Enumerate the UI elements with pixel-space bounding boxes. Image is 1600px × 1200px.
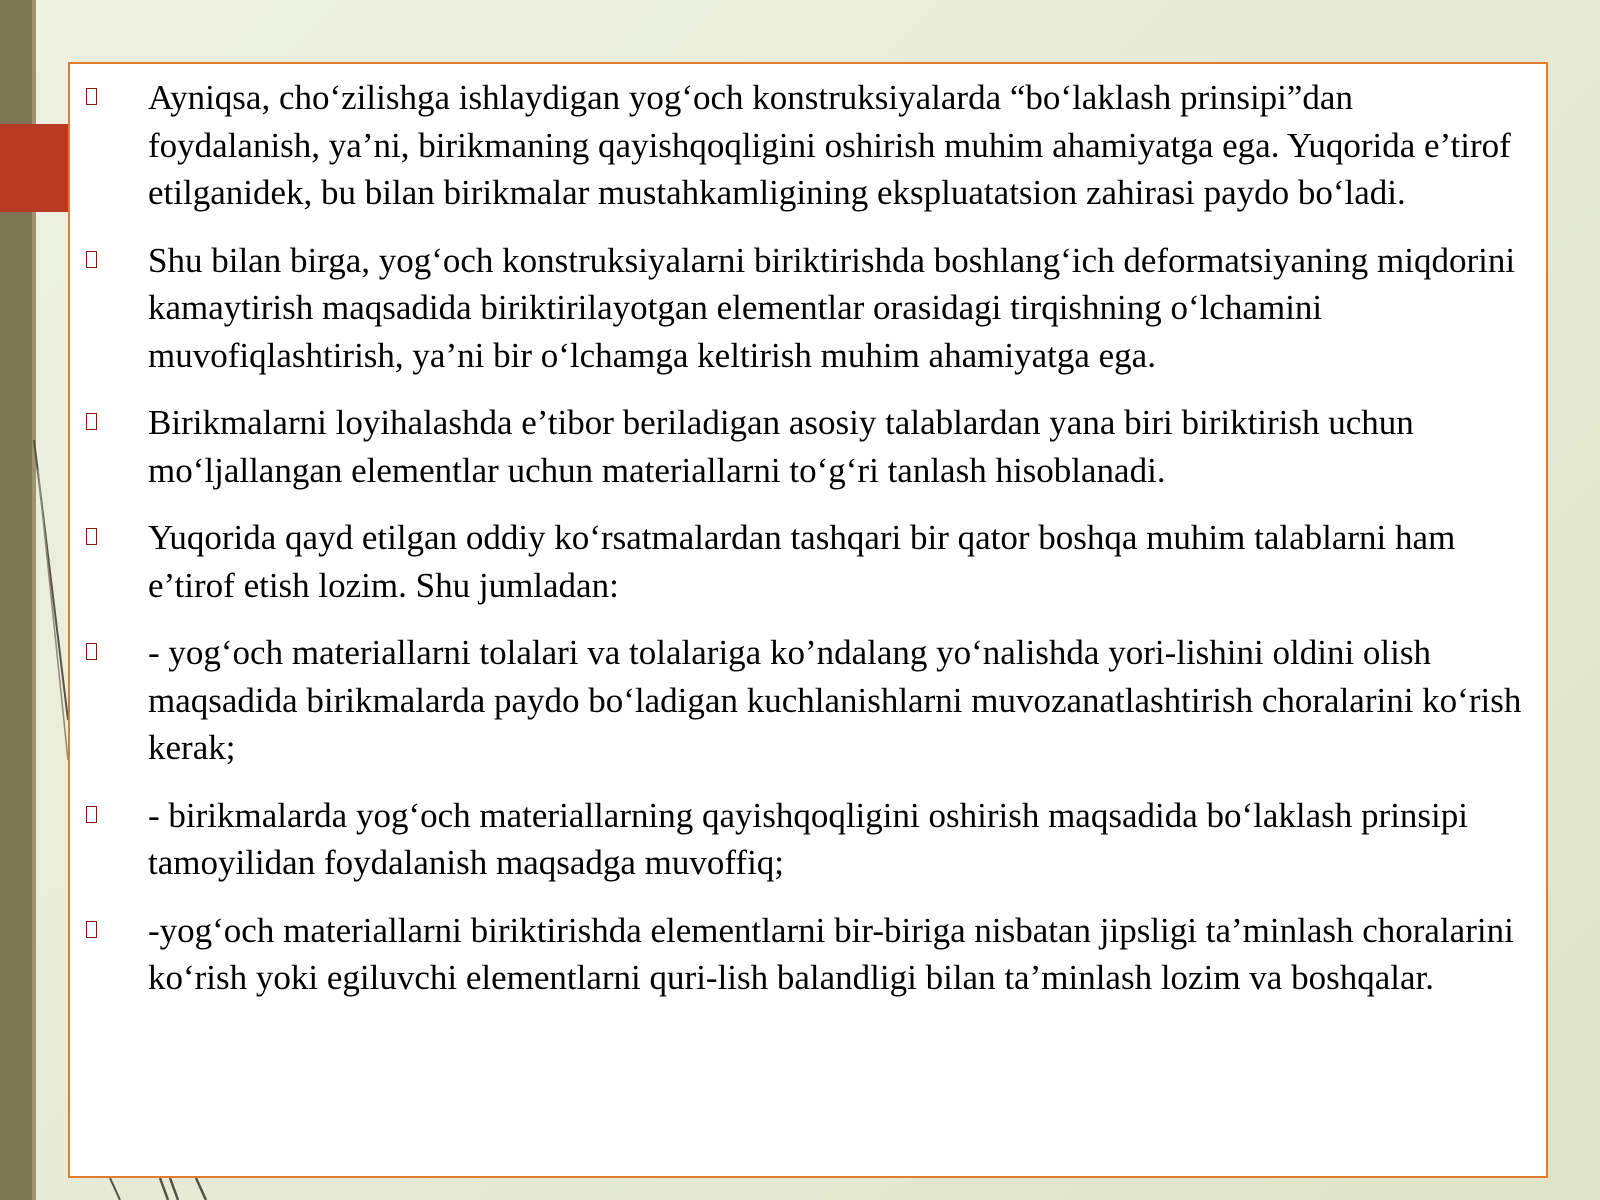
- bullet-text: Ayniqsa, cho‘zilishga ishlaydigan yog‘och konstruksiyalarda “bo‘laklash prinsipi”dan foydalanish, ya’ni, birikmaning qayishqoqligini oshirish muhim ahamiyatga ega. Yuqorida e’tirof etilganidek, bu bilan birikmalar mustahkamligining ekspluatatsion zahirasi paydo bo‘ladi.: [148, 78, 1511, 212]
- bullet-item: [70, 74, 1524, 217]
- bullet-item: [70, 514, 1524, 609]
- bullet-text: -yog‘och materiallarni biriktirishda elementlarni bir-biriga nisbatan jipsligi ta’minlash choralarini ko‘rish yoki egiluvchi elementlarni quri-lish balandligi bilan ta’minlash lozim va boshqalar.: [148, 910, 1514, 997]
- bullet-item: [70, 399, 1524, 494]
- bullet-square-icon: [86, 413, 97, 430]
- bullet-square-icon: [86, 806, 97, 823]
- bullet-text: - yog‘och materiallarni tolalari va tolalariga ko’ndalang yo‘nalishda yori-lishini oldini olish maqsadida birikmalarda paydo bo‘ladigan kuchlanishlarni muvozanatlashtirish choralarini ko‘rish kerak;: [148, 633, 1522, 767]
- bullet-list: [70, 64, 1546, 1002]
- bullet-text: Shu bilan birga, yog‘och konstruksiyalarni biriktirishda boshlang‘ich deformatsiyaning miqdorini kamaytirish maqsadida biriktirilayotgan elementlar orasidagi tirqishning o‘lchamini muvofiqlashtirish, ya’ni bir o‘lchamga keltirish muhim ahamiyatga ega.: [148, 240, 1516, 375]
- bullet-square-icon: [86, 921, 97, 938]
- decorative-line: [160, 1178, 168, 1200]
- bullet-text: - birikmalarda yog‘och materiallarning qayishqoqligini oshirish maqsadida bo‘laklash prinsipi tamoyilidan foydalanish maqsadga muvoffiq;: [148, 795, 1468, 882]
- bullet-square-icon: [86, 88, 97, 105]
- bullet-item: [70, 907, 1524, 1002]
- bullet-text: Yuqorida qayd etilgan oddiy ko‘rsatmalardan tashqari bir qator boshqa muhim talablarni ham e’tirof etish lozim. Shu jumladan:: [148, 518, 1456, 605]
- bullet-item: [70, 237, 1524, 380]
- bullet-item: [70, 629, 1524, 772]
- bullet-square-icon: [86, 643, 97, 660]
- content-box: [68, 62, 1548, 1178]
- bullet-square-icon: [86, 251, 97, 268]
- decorative-line: [196, 1178, 206, 1200]
- bullet-text: Birikmalarni loyihalashda e’tibor beriladigan asosiy talablardan yana biri biriktirish uchun mo‘ljallangan elementlar uchun materiallarni to‘g‘ri tanlash hisoblanadi.: [148, 403, 1414, 490]
- bullet-square-icon: [86, 528, 97, 545]
- decorative-line: [170, 1178, 178, 1200]
- bullet-item: [70, 792, 1524, 887]
- red-accent-block: [0, 124, 70, 212]
- decorative-line: [110, 1178, 120, 1200]
- decorative-line: [38, 470, 68, 760]
